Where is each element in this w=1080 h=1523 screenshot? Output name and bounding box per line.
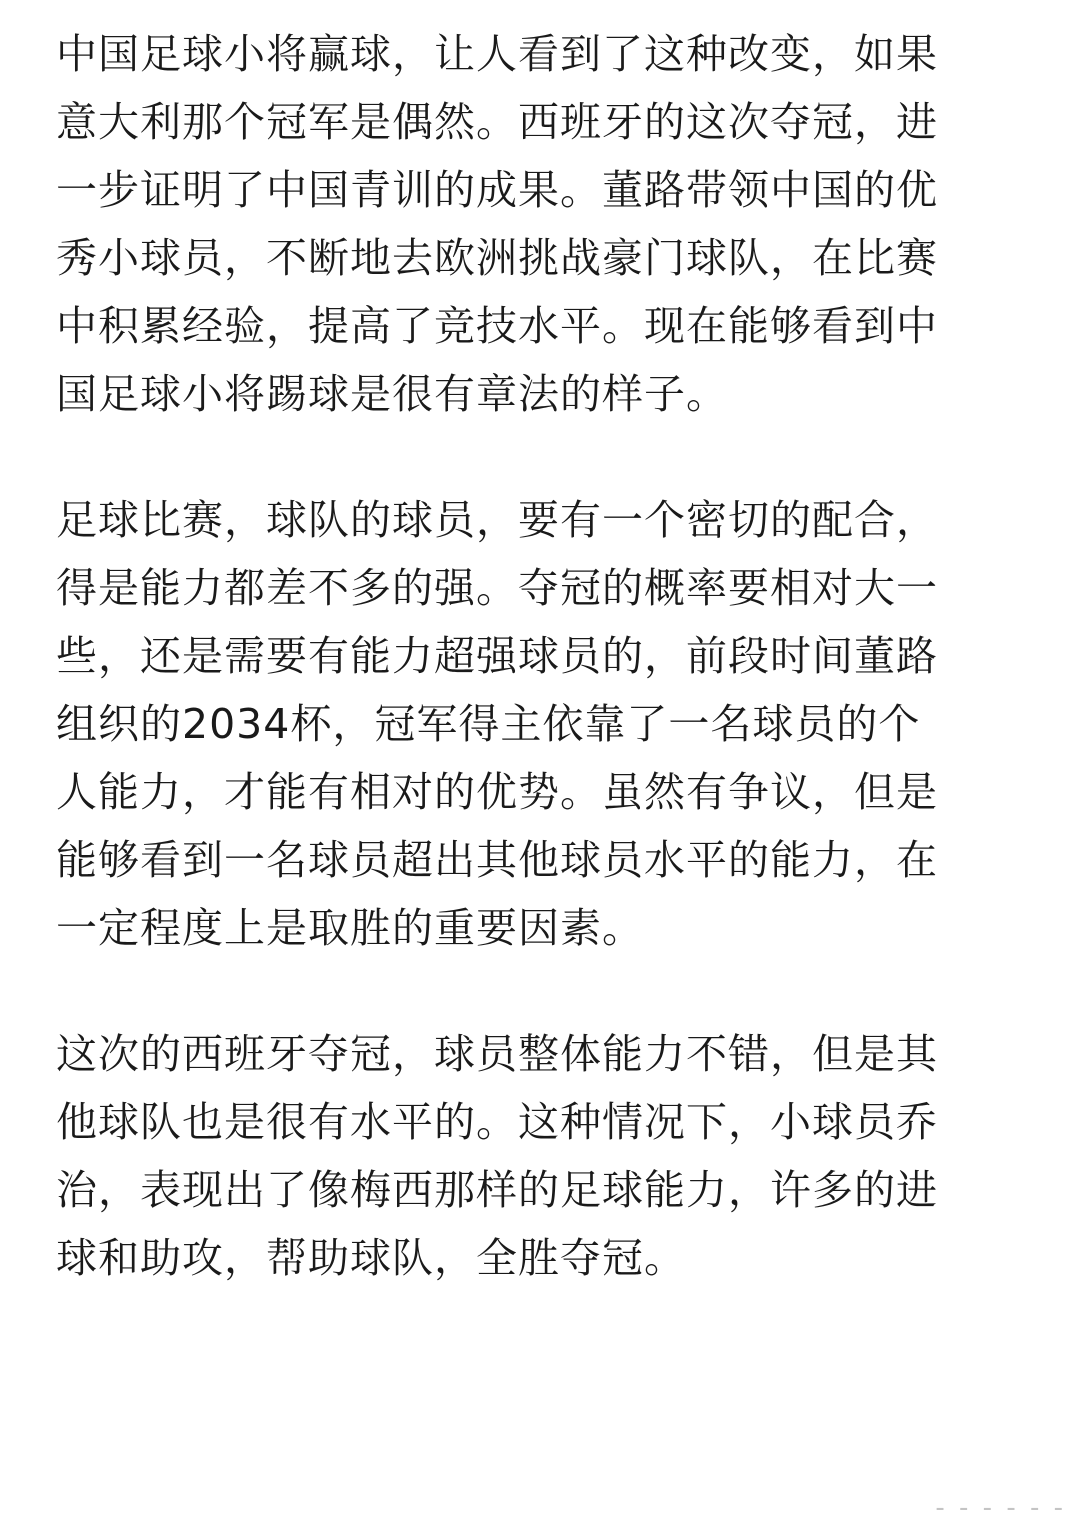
paragraph-3 [56, 1020, 1036, 1292]
text-line: 球和助攻，帮助球队，全胜夺冠。 [56, 1234, 686, 1282]
text-line: 得是能力都差不多的强。夺冠的概率要相对大一 [56, 564, 938, 612]
text-line: 一定程度上是取胜的重要因素。 [56, 904, 644, 952]
text-line: 能够看到一名球员超出其他球员水平的能力，在 [56, 836, 938, 884]
text-line: 中积累经验，提高了竞技水平。现在能够看到中 [56, 302, 938, 350]
text-line: 国足球小将踢球是很有章法的样子。 [56, 370, 728, 418]
text-line: 组织的2034杯，冠军得主依靠了一名球员的个 [56, 700, 921, 748]
text-line: 一步证明了中国青训的成果。董路带领中国的优 [56, 166, 938, 214]
text-line: 秀小球员，不断地去欧洲挑战豪门球队，在比赛 [56, 234, 938, 282]
text-line: 这次的西班牙夺冠，球员整体能力不错，但是其 [56, 1030, 938, 1078]
text-line: 意大利那个冠军是偶然。西班牙的这次夺冠，进 [56, 98, 938, 146]
text-line: 他球队也是很有水平的。这种情况下，小球员乔 [56, 1098, 938, 1146]
paragraph-spacer [56, 428, 1036, 486]
text-line: 治，表现出了像梅西那样的足球能力，许多的进 [56, 1166, 938, 1214]
watermark: - - - - - - [935, 1493, 1066, 1523]
text-line: 些，还是需要有能力超强球员的，前段时间董路 [56, 632, 938, 680]
text-line: 足球比赛，球队的球员，要有一个密切的配合， [56, 496, 938, 544]
paragraph-spacer [56, 962, 1036, 1020]
article-body [56, 20, 1036, 1292]
text-line: 中国足球小将赢球，让人看到了这种改变，如果 [56, 30, 938, 78]
paragraph-1 [56, 20, 1036, 428]
text-line: 人能力，才能有相对的优势。虽然有争议，但是 [56, 768, 938, 816]
paragraph-2 [56, 486, 1036, 962]
